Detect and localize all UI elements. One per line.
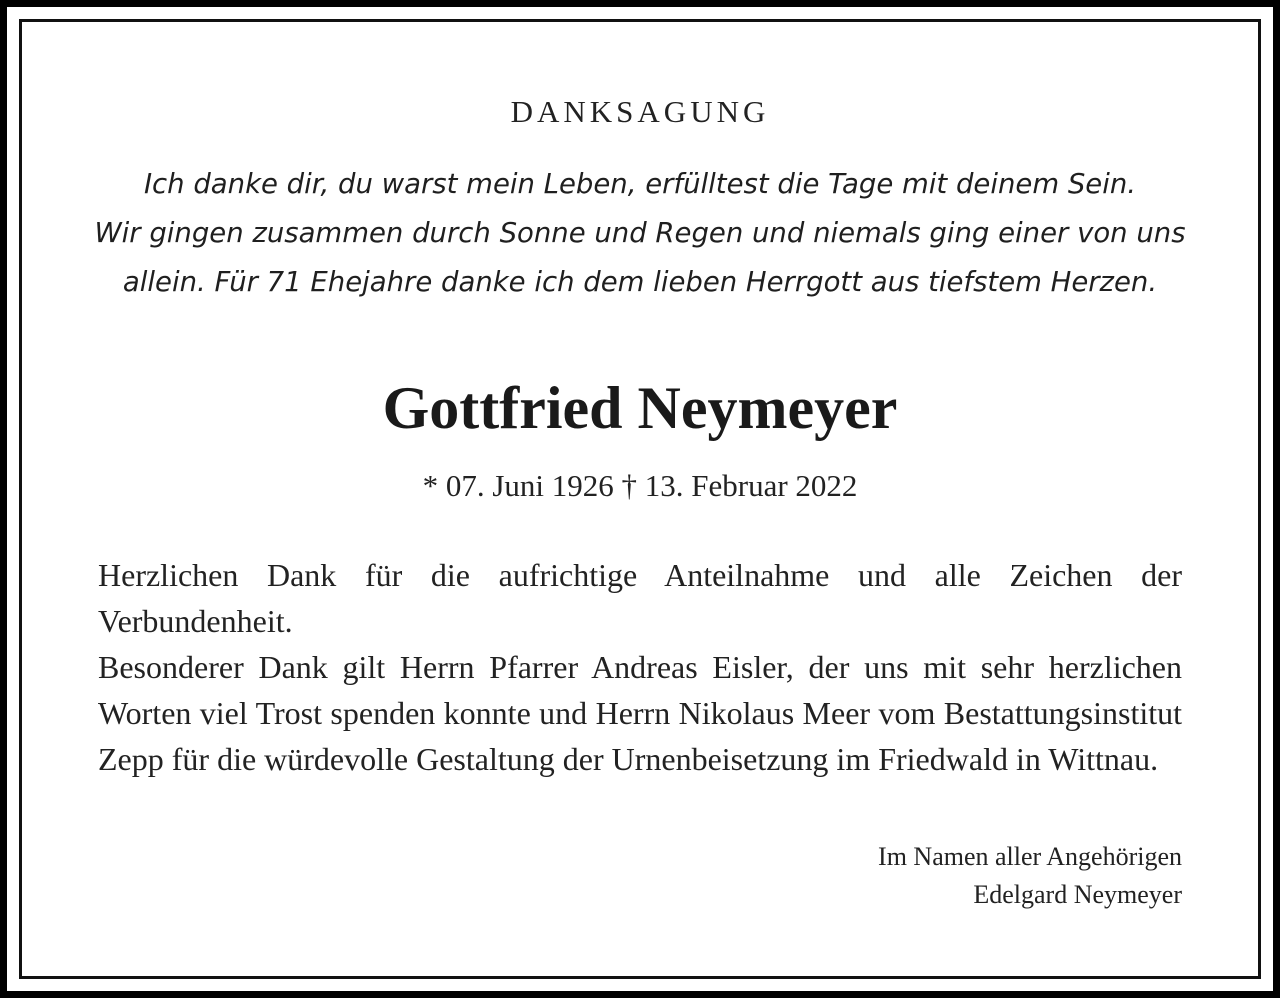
thanks-text: [98, 552, 1182, 782]
outer-margin: [7, 7, 1273, 991]
signature: [878, 838, 1182, 914]
thanks-paragraph: Besonderer Dank gilt Herrn Pfarrer Andreas Eisler, der uns mit sehr herzlichen Worten viel Trost spenden konnte und Herrn Nikolaus Meer vom Bestattungsinstitut Zepp für die würdevolle Gestaltung der Urnenbeisetzung im Friedwald in Wittnau.: [98, 649, 1182, 777]
verse-line: allein. Für 71 Ehejahre danke ich dem lieben Herrgott aus tiefstem Herzen.: [122, 266, 1158, 298]
thanks-paragraph: Herzlichen Dank für die aufrichtige Anteilnahme und alle Zeichen der Verbundenheit.: [98, 557, 1182, 639]
notice-heading: DANKSAGUNG: [510, 94, 770, 129]
signature-name: Edelgard Neymeyer: [973, 880, 1182, 909]
verse-line: Wir gingen zusammen durch Sonne und Regen und niemals ging einer von uns: [94, 217, 1186, 249]
life-dates: * 07. Juni 1926 † 13. Februar 2022: [422, 468, 858, 503]
verse: [52, 160, 1228, 307]
signature-line: Im Namen aller Angehörigen: [878, 842, 1182, 871]
notice-frame: [19, 19, 1261, 979]
deceased-name: Gottfried Neymeyer: [382, 375, 898, 441]
verse-line: Ich danke dir, du warst mein Leben, erfülltest die Tage mit deinem Sein.: [143, 168, 1137, 200]
